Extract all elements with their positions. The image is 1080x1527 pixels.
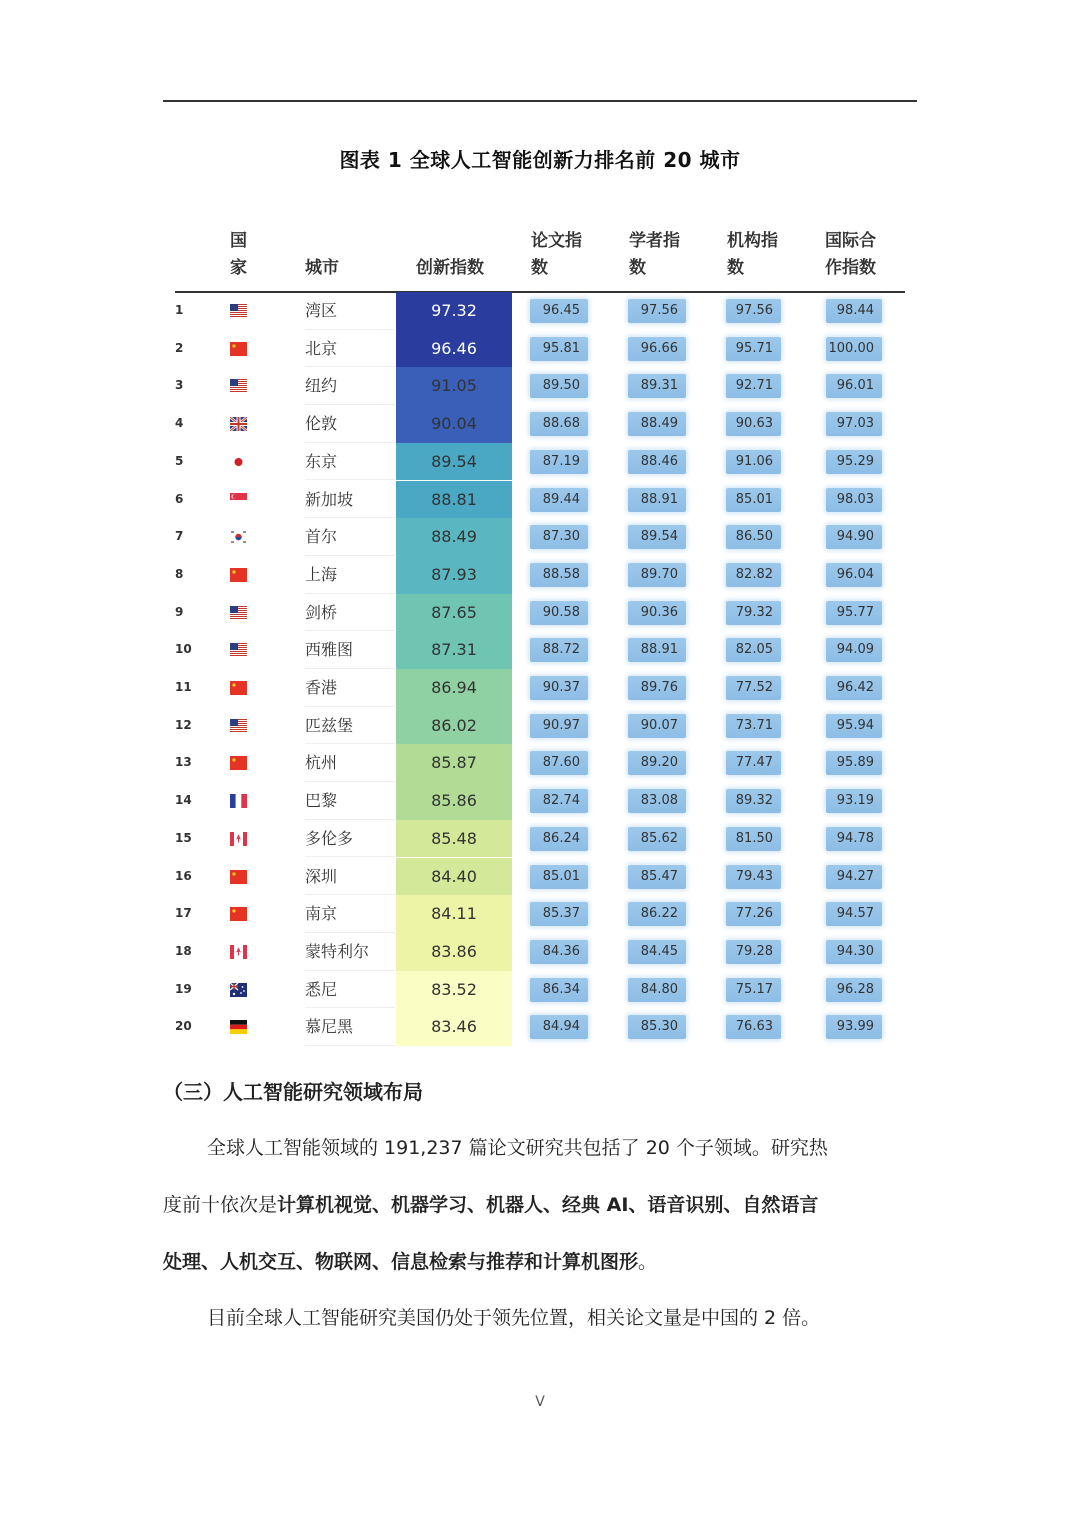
- table-row: [175, 556, 905, 594]
- table-row: [175, 292, 905, 330]
- rank-cell: 3: [175, 378, 184, 393]
- paper-index-cell: 89.44: [530, 488, 588, 512]
- flag-fr-icon: [230, 793, 247, 807]
- flag-cn-icon: [230, 680, 247, 694]
- flag-uk-icon: [230, 416, 247, 430]
- innovation-index-cell: 85.87: [396, 744, 512, 782]
- table-row: [175, 518, 905, 556]
- header-paper-line2: 数: [531, 258, 548, 278]
- innovation-index-cell: 87.93: [396, 556, 512, 594]
- paragraph-1: [163, 1120, 917, 1291]
- flag-cn-icon: [230, 567, 247, 581]
- flag-jp-icon: [230, 454, 247, 468]
- rank-cell: 19: [175, 981, 192, 996]
- city-cell: 蒙特利尔: [305, 941, 370, 961]
- institution-index-cell: 97.56: [726, 299, 781, 323]
- flag-ca-icon: [230, 831, 247, 845]
- header-institution-line1: 机构指: [727, 231, 778, 251]
- institution-index-cell: 76.63: [726, 1015, 781, 1039]
- scholar-index-cell: 96.66: [628, 337, 686, 361]
- innovation-index-cell: 83.52: [396, 971, 512, 1009]
- institution-index-cell: 86.50: [726, 525, 781, 549]
- innovation-index-cell: 87.31: [396, 631, 512, 669]
- flag-sg-icon: [230, 492, 247, 506]
- innovation-index-cell: 86.94: [396, 669, 512, 707]
- paragraph-1-text-b: 度前十依次是: [163, 1194, 278, 1216]
- scholar-index-cell: 89.20: [628, 751, 686, 775]
- innovation-index-cell: 91.05: [396, 367, 512, 405]
- scholar-index-cell: 89.31: [628, 374, 686, 398]
- paragraph-1-bold-2: 处理、人机交互、物联网、信息检索与推荐和计算机图形: [163, 1251, 639, 1273]
- header-institution-line2: 数: [727, 258, 744, 278]
- flag-us-icon: [230, 378, 247, 392]
- intl-index-cell: 98.03: [826, 488, 882, 512]
- intl-index-cell: 96.01: [826, 374, 882, 398]
- header-scholar-line2: 数: [629, 258, 646, 278]
- city-cell: 悉尼: [305, 979, 338, 999]
- innovation-index-cell: 88.49: [396, 518, 512, 556]
- scholar-index-cell: 85.47: [628, 865, 686, 889]
- institution-index-cell: 77.26: [726, 902, 781, 926]
- rank-cell: 2: [175, 340, 184, 355]
- paper-index-cell: 85.37: [530, 902, 588, 926]
- scholar-index-cell: 85.62: [628, 827, 686, 851]
- table-row: [175, 895, 905, 933]
- paper-index-cell: 86.34: [530, 978, 588, 1002]
- header-scholar-line1: 学者指: [629, 231, 680, 251]
- flag-cn-icon: [230, 755, 247, 769]
- scholar-index-cell: 90.36: [628, 601, 686, 625]
- flag-cn-icon: [230, 906, 247, 920]
- intl-index-cell: 95.89: [826, 751, 882, 775]
- figure-title: 图表 1 全球人工智能创新力排名前 20 城市: [339, 148, 741, 172]
- institution-index-cell: 79.43: [726, 865, 781, 889]
- city-cell: 西雅图: [305, 640, 354, 660]
- intl-index-cell: 94.57: [826, 902, 882, 926]
- institution-index-cell: 79.28: [726, 940, 781, 964]
- table-row: [175, 707, 905, 745]
- innovation-index-cell: 90.04: [396, 405, 512, 443]
- paper-index-cell: 87.19: [530, 450, 588, 474]
- rank-cell: 6: [175, 491, 184, 506]
- paper-index-cell: 90.97: [530, 714, 588, 738]
- header-innovation: 创新指数: [416, 258, 484, 278]
- top-rule: [163, 100, 917, 102]
- paper-index-cell: 84.36: [530, 940, 588, 964]
- paragraph-2: 目前全球人工智能研究美国仍处于领先位置，相关论文量是中国的 2 倍。: [207, 1307, 821, 1329]
- intl-index-cell: 94.30: [826, 940, 882, 964]
- institution-index-cell: 81.50: [726, 827, 781, 851]
- flag-kr-icon: [230, 529, 247, 543]
- innovation-index-cell: 85.86: [396, 782, 512, 820]
- scholar-index-cell: 89.70: [628, 563, 686, 587]
- intl-index-cell: 98.44: [826, 299, 882, 323]
- flag-cn-icon: [230, 869, 247, 883]
- table-row: [175, 1008, 905, 1046]
- city-cell: 南京: [305, 904, 338, 924]
- institution-index-cell: 91.06: [726, 450, 781, 474]
- paragraph-1-bold-1: 计算机视觉、机器学习、机器人、经典 AI、语音识别、自然语言: [277, 1194, 819, 1216]
- institution-index-cell: 92.71: [726, 374, 781, 398]
- city-cell: 巴黎: [305, 791, 338, 811]
- innovation-index-cell: 85.48: [396, 820, 512, 858]
- innovation-index-cell: 83.46: [396, 1008, 512, 1046]
- innovation-index-cell: 87.65: [396, 594, 512, 632]
- city-cell: 多伦多: [305, 828, 354, 848]
- rank-cell: 15: [175, 830, 192, 845]
- rank-cell: 16: [175, 868, 192, 883]
- city-cell: 伦敦: [305, 414, 338, 434]
- table-row: [175, 330, 905, 368]
- intl-index-cell: 94.78: [826, 827, 882, 851]
- city-cell: 慕尼黑: [305, 1017, 354, 1037]
- table-row: [175, 443, 905, 481]
- paper-index-cell: 88.72: [530, 638, 588, 662]
- rank-cell: 12: [175, 717, 192, 732]
- intl-index-cell: 97.03: [826, 412, 882, 436]
- table-row: [175, 367, 905, 405]
- intl-index-cell: 94.27: [826, 865, 882, 889]
- scholar-index-cell: 89.54: [628, 525, 686, 549]
- intl-index-cell: 96.28: [826, 978, 882, 1002]
- paper-index-cell: 88.58: [530, 563, 588, 587]
- rank-cell: 11: [175, 680, 192, 694]
- intl-index-cell: 93.19: [826, 789, 882, 813]
- table-row: [175, 820, 905, 858]
- intl-index-cell: 95.77: [826, 601, 882, 625]
- row-divider: [305, 1045, 395, 1046]
- flag-us-icon: [230, 605, 247, 619]
- table-row: [175, 669, 905, 707]
- intl-index-cell: 94.90: [826, 525, 882, 549]
- header-scholar: [629, 228, 680, 282]
- rank-cell: 18: [175, 943, 192, 958]
- innovation-index-cell: 96.46: [396, 330, 512, 368]
- intl-index-cell: 95.29: [826, 450, 882, 474]
- rank-cell: 13: [175, 755, 192, 770]
- scholar-index-cell: 90.07: [628, 714, 686, 738]
- header-paper: [531, 228, 582, 282]
- institution-index-cell: 82.82: [726, 563, 781, 587]
- flag-us-icon: [230, 303, 247, 317]
- intl-index-cell: 96.42: [826, 676, 882, 700]
- paper-index-cell: 90.37: [530, 676, 588, 700]
- institution-index-cell: 82.05: [726, 638, 781, 662]
- scholar-index-cell: 86.22: [628, 902, 686, 926]
- table-row: [175, 631, 905, 669]
- intl-index-cell: 95.94: [826, 714, 882, 738]
- city-cell: 东京: [305, 451, 338, 471]
- table-row: [175, 933, 905, 971]
- institution-index-cell: 89.32: [726, 789, 781, 813]
- table-row: [175, 481, 905, 519]
- table-row: [175, 858, 905, 896]
- flag-ca-icon: [230, 944, 247, 958]
- paragraph-1-text-a: 全球人工智能领域的 191,237 篇论文研究共包括了 20 个子领域。研究热: [207, 1137, 828, 1159]
- institution-index-cell: 95.71: [726, 337, 781, 361]
- intl-index-cell: 94.09: [826, 638, 882, 662]
- institution-index-cell: 73.71: [726, 714, 781, 738]
- paper-index-cell: 85.01: [530, 865, 588, 889]
- innovation-index-cell: 84.40: [396, 858, 512, 896]
- institution-index-cell: 90.63: [726, 412, 781, 436]
- scholar-index-cell: 97.56: [628, 299, 686, 323]
- table-row: [175, 594, 905, 632]
- rank-cell: 10: [175, 642, 192, 657]
- rank-cell: 1: [175, 303, 184, 317]
- header-institution: [727, 228, 778, 282]
- institution-index-cell: 77.52: [726, 676, 781, 700]
- scholar-index-cell: 89.76: [628, 676, 686, 700]
- section-heading: （三）人工智能研究领域布局: [163, 1080, 423, 1104]
- innovation-index-cell: 97.32: [396, 292, 512, 330]
- header-paper-line1: 论文指: [531, 231, 582, 251]
- scholar-index-cell: 85.30: [628, 1015, 686, 1039]
- flag-de-icon: [230, 1019, 247, 1033]
- scholar-index-cell: 88.46: [628, 450, 686, 474]
- innovation-index-cell: 83.86: [396, 933, 512, 971]
- city-cell: 剑桥: [305, 602, 338, 622]
- paper-index-cell: 89.50: [530, 374, 588, 398]
- institution-index-cell: 85.01: [726, 488, 781, 512]
- rank-cell: 5: [175, 453, 184, 468]
- header-intl-line2: 作指数: [825, 258, 876, 278]
- paper-index-cell: 95.81: [530, 337, 588, 361]
- header-city: 城市: [305, 258, 339, 278]
- paper-index-cell: 82.74: [530, 789, 588, 813]
- paper-index-cell: 87.60: [530, 751, 588, 775]
- institution-index-cell: 77.47: [726, 751, 781, 775]
- scholar-index-cell: 88.91: [628, 488, 686, 512]
- flag-us-icon: [230, 718, 247, 732]
- scholar-index-cell: 83.08: [628, 789, 686, 813]
- innovation-index-cell: 88.81: [396, 481, 512, 519]
- header-intl: [825, 228, 876, 282]
- scholar-index-cell: 88.49: [628, 412, 686, 436]
- innovation-index-cell: 86.02: [396, 707, 512, 745]
- paper-index-cell: 86.24: [530, 827, 588, 851]
- header-country: [230, 228, 247, 282]
- city-cell: 首尔: [305, 527, 338, 547]
- paragraph-1-end: 。: [638, 1251, 658, 1273]
- city-cell: 湾区: [305, 301, 338, 320]
- paper-index-cell: 90.58: [530, 601, 588, 625]
- city-cell: 上海: [305, 564, 338, 584]
- institution-index-cell: 79.32: [726, 601, 781, 625]
- header-country-line2: 家: [230, 258, 247, 278]
- intl-index-cell: 100.00: [826, 337, 882, 361]
- header-country-line1: 国: [230, 231, 247, 251]
- innovation-index-cell: 89.54: [396, 443, 512, 481]
- city-cell: 匹兹堡: [305, 715, 354, 735]
- scholar-index-cell: 84.80: [628, 978, 686, 1002]
- page-number: V: [535, 1394, 545, 1410]
- paper-index-cell: 96.45: [530, 299, 588, 323]
- city-cell: 北京: [305, 338, 338, 358]
- rank-cell: 8: [175, 566, 184, 581]
- intl-index-cell: 93.99: [826, 1015, 882, 1039]
- paper-index-cell: 84.94: [530, 1015, 588, 1039]
- intl-index-cell: 96.04: [826, 563, 882, 587]
- table-row: [175, 405, 905, 443]
- rank-cell: 17: [175, 906, 192, 921]
- innovation-index-cell: 84.11: [396, 895, 512, 933]
- rank-cell: 4: [175, 416, 184, 431]
- scholar-index-cell: 88.91: [628, 638, 686, 662]
- paper-index-cell: 88.68: [530, 412, 588, 436]
- flag-au-icon: [230, 982, 247, 996]
- header-intl-line1: 国际合: [825, 231, 876, 251]
- rank-cell: 20: [175, 1019, 192, 1034]
- scholar-index-cell: 84.45: [628, 940, 686, 964]
- flag-us-icon: [230, 642, 247, 656]
- city-cell: 纽约: [305, 376, 338, 396]
- city-cell: 杭州: [305, 753, 338, 773]
- paper-index-cell: 87.30: [530, 525, 588, 549]
- institution-index-cell: 75.17: [726, 978, 781, 1002]
- rank-cell: 9: [175, 604, 184, 619]
- table-row: [175, 971, 905, 1009]
- table-row: [175, 782, 905, 820]
- city-cell: 香港: [305, 678, 338, 697]
- table-row: [175, 744, 905, 782]
- city-cell: 新加坡: [305, 489, 354, 509]
- rank-cell: 14: [175, 793, 192, 808]
- city-cell: 深圳: [305, 866, 338, 886]
- rank-cell: 7: [175, 529, 184, 544]
- flag-cn-icon: [230, 341, 247, 355]
